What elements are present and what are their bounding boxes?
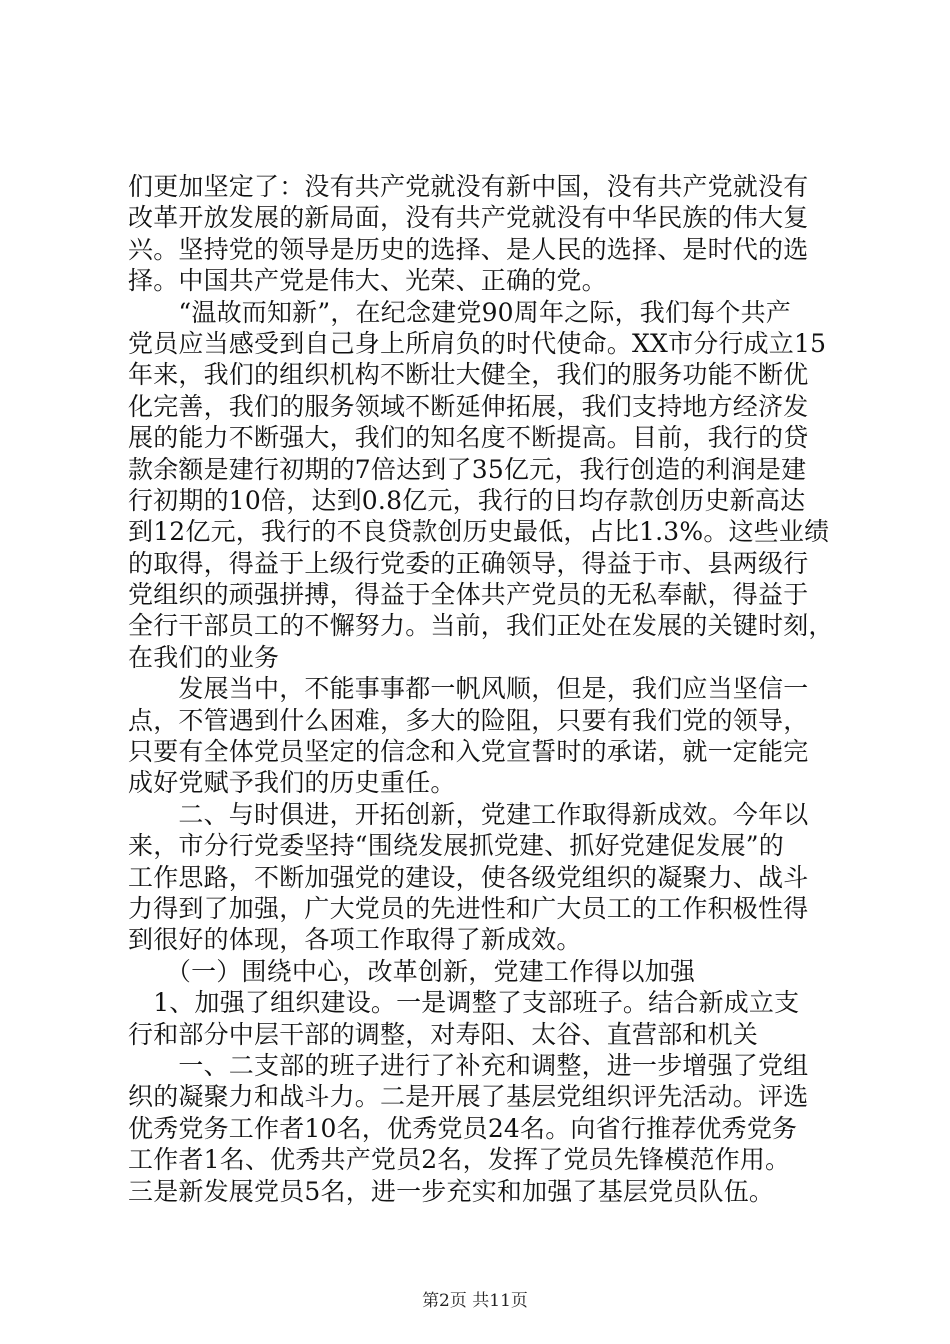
text-line: 化完善，我们的服务领域不断延伸拓展，我们支持地方经济发 bbox=[128, 391, 809, 421]
text-line: 工作思路，不断加强党的建设，使各级党组织的凝聚力、战斗 bbox=[128, 862, 809, 892]
text-line: 的取得，得益于上级行党委的正确领导，得益于市、县两级行 bbox=[128, 548, 809, 578]
text-line: 成好党赋予我们的历史重任。 bbox=[128, 768, 456, 798]
text-line: 三是新发展党员5名，进一步充实和加强了基层党员队伍。 bbox=[128, 1176, 775, 1206]
text-line: 全行干部员工的不懈努力。当前，我们正处在发展的关键时刻， bbox=[128, 611, 834, 641]
text-line: 改革开放发展的新局面，没有共产党就没有中华民族的伟大复 bbox=[128, 203, 809, 233]
text-line: 优秀党务工作者10名，优秀党员24名。向省行推荐优秀党务 bbox=[128, 1113, 798, 1143]
text-line: 在我们的业务 bbox=[128, 642, 280, 672]
text-line: 行和部分中层干部的调整，对寿阳、太谷、直营部和机关 bbox=[128, 1019, 759, 1049]
text-line: 到很好的体现，各项工作取得了新成效。 bbox=[128, 925, 582, 955]
text-line: 兴。坚持党的领导是历史的选择、是人民的选择、是时代的选 bbox=[128, 234, 809, 264]
text-line: 择。中国共产党是伟大、光荣、正确的党。 bbox=[128, 266, 607, 296]
text-line: 发展当中，不能事事都一帆风顺，但是，我们应当坚信一 bbox=[128, 674, 809, 704]
text-line: 款余额是建行初期的7倍达到了35亿元，我行创造的利润是建 bbox=[128, 454, 807, 484]
text-line: 党组织的顽强拼搏，得益于全体共产党员的无私奉献，得益于 bbox=[128, 580, 809, 610]
page-number-footer: 第2页 共11页 bbox=[422, 1291, 528, 1311]
text-line: “温故而知新”，在纪念建党90周年之际，我们每个共产 bbox=[128, 297, 791, 327]
text-line: 展的能力不断强大，我们的知名度不断提高。目前，我行的贷 bbox=[128, 423, 809, 453]
text-line: 年来，我们的组织机构不断壮大健全，我们的服务功能不断优 bbox=[128, 360, 809, 390]
text-line: 工作者1名、优秀共产党员2名，发挥了党员先锋模范作用。 bbox=[128, 1145, 791, 1175]
text-line: 织的凝聚力和战斗力。二是开展了基层党组织评先活动。评选 bbox=[128, 1082, 809, 1112]
text-line: 们更加坚定了：没有共产党就没有新中国，没有共产党就没有 bbox=[128, 172, 809, 201]
text-line: 到12亿元，我行的不良贷款创历史最低，占比1.3%。这些业绩 bbox=[128, 517, 830, 547]
text-line: （一）围绕中心，改革创新，党建工作得以加强 bbox=[128, 956, 696, 986]
text-line: 只要有全体党员坚定的信念和入党宣誓时的承诺，就一定能完 bbox=[128, 737, 809, 767]
text-line: 党员应当感受到自己身上所肩负的时代使命。XX市分行成立15 bbox=[128, 328, 827, 358]
text-line: 点，不管遇到什么困难，多大的险阻，只要有我们党的领导， bbox=[128, 705, 809, 735]
body-text bbox=[128, 171, 834, 1207]
text-line: 行初期的10倍，达到0.8亿元，我行的日均存款创历史新高达 bbox=[128, 485, 806, 515]
text-line: 力得到了加强，广大党员的先进性和广大员工的工作积极性得 bbox=[128, 893, 809, 923]
text-line: 二、与时俱进，开拓创新，党建工作取得新成效。今年以 bbox=[128, 799, 809, 829]
text-line: 一、二支部的班子进行了补充和调整，进一步增强了党组 bbox=[128, 1050, 809, 1080]
text-line: 来，市分行党委坚持“围绕发展抓党建、抓好党建促发展”的 bbox=[128, 831, 784, 861]
text-line: 1、加强了组织建设。一是调整了支部班子。结合新成立支 bbox=[128, 988, 800, 1018]
